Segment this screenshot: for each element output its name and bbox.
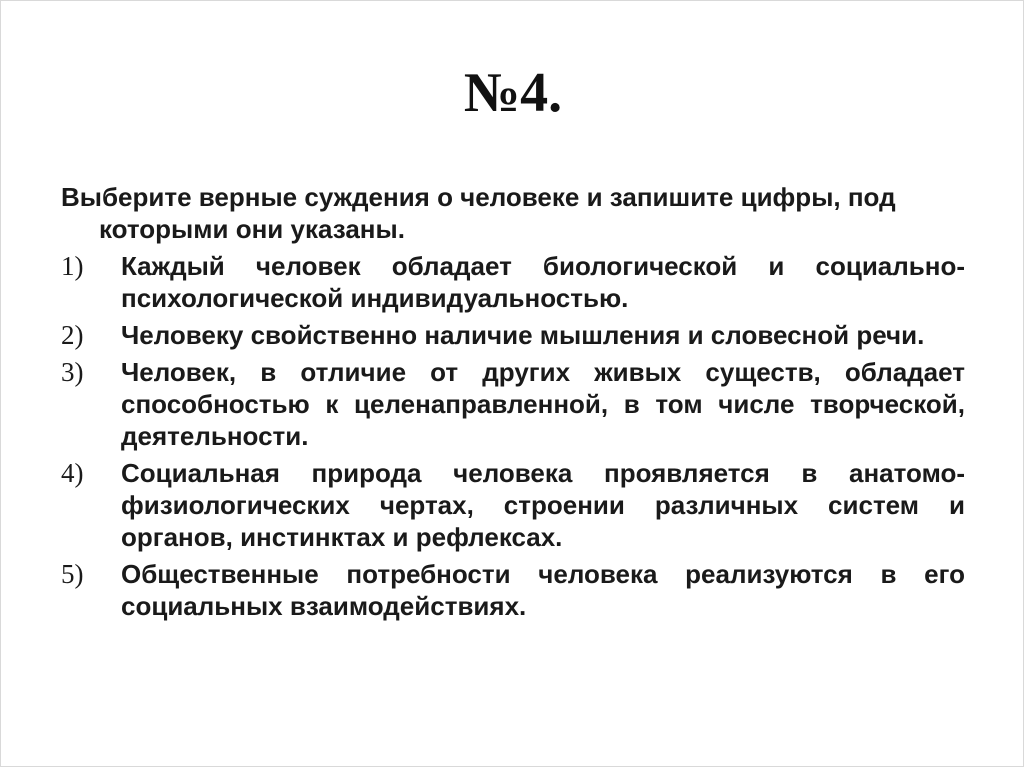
statement-item bbox=[61, 558, 965, 622]
statement-text: Социальная природа человека проявляется в анатомо-физиологических чертах, строении различных систем и органов, инстинктах и рефлексах. bbox=[121, 458, 965, 552]
statement-text: Общественные потребности человека реализуются в его социальных взаимодействиях. bbox=[121, 559, 965, 621]
statement-text: Человек, в отличие от других живых существ, обладает способностью к целенаправленной, в том числе творческой, деятельности. bbox=[121, 357, 965, 451]
statement-text: Человеку свойственно наличие мышления и словесной речи. bbox=[121, 320, 925, 350]
task-content bbox=[61, 181, 965, 627]
statement-number: 3) bbox=[61, 357, 84, 387]
task-title: №4. bbox=[463, 62, 563, 124]
statement-number: 4) bbox=[61, 458, 84, 488]
statement-list bbox=[61, 250, 965, 622]
statement-number: 5) bbox=[61, 559, 84, 589]
statement-item bbox=[61, 356, 965, 452]
statement-item bbox=[61, 250, 965, 314]
statement-item bbox=[61, 319, 965, 351]
task-instruction: Выберите верные суждения о человеке и запишите цифры, под которыми они указаны. bbox=[61, 182, 896, 244]
statement-number: 1) bbox=[61, 251, 84, 281]
statement-item bbox=[61, 457, 965, 553]
statement-number: 2) bbox=[61, 320, 84, 350]
statement-text: Каждый человек обладает биологической и социально-психологической индивидуальностью. bbox=[121, 251, 965, 313]
